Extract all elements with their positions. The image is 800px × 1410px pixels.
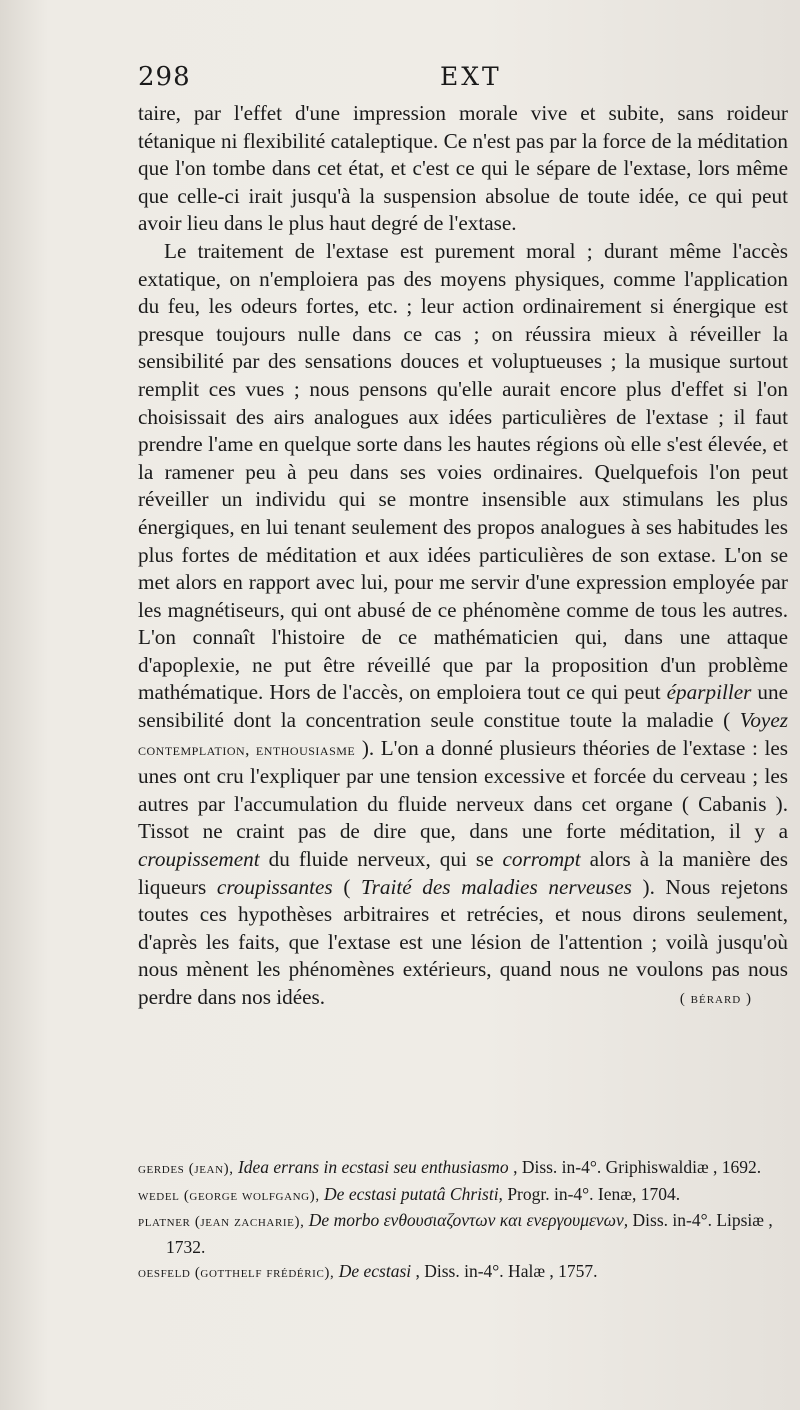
main-text bbox=[138, 100, 788, 1013]
bib-author: gerdes (jean), bbox=[138, 1161, 234, 1177]
bib-details: , Diss. in-4°. Halæ , 1757. bbox=[411, 1261, 598, 1281]
bibliography-entry bbox=[138, 1155, 788, 1182]
bib-author: wedel (george wolfgang), bbox=[138, 1187, 320, 1204]
bib-author: platner (jean zacharie), bbox=[138, 1214, 305, 1230]
italic-term: corrompt bbox=[502, 847, 581, 872]
paragraph-1: taire, par l'effet d'une impression morale vive et subite, sans roideur tétanique ni flexibilité cataleptique. Ce n'est pas par la force de la méditation que l'on tombe dans cet état, et c'est ce qui le sépare de l'extase, lors même que celle-ci irait jusqu'à la suspension absolue de toute idée, ce qui peut avoir lieu dans le plus haut degré de l'extase. bbox=[138, 101, 788, 236]
bib-details: Diss. in-4°. Lipsiæ , 1732. bbox=[166, 1210, 773, 1257]
text-run: Le traitement de l'extase est purement moral ; durant même l'accès extatique, on n'emploiera pas des moyens physiques, comme l'application du feu, les odeurs fortes, etc. ; leur action ordinairement si énergique est presque toujours nulle dans ce cas ; on réussira mieux à réveiller la sensibilité par des sensations douces et voluptueuses ; la musique surtout remplit ces vues ; nous pensons qu'elle aurait encore plus d'effet si l'on choisissait des airs analogues aux idées particulières de l'extase ; il faut prendre l'ame en quelque sorte dans les hautes régions où elle s'est élevée, et la ramener peu à peu dans ses voies ordinaires. Quelquefois l'on peut réveiller un individu qui se montre insensible aux stimulans les plus énergiques, en lui tenant seulement des propos analogues à ses habitudes les plus fortes de méditation et aux idées particulières de son extase. L'on se met alors en rapport avec lui, pour me servir d'une expression employée par les magnétiseurs, qui ont abusé de ce phénomène comme de tous les autres. L'on connaît l'histoire de ce mathématicien qui, dans une attaque d'apoplexie, ne put être réveillé que par la proposition d'un problème mathématique. Hors de l'accès, on emploiera tout ce qui peut bbox=[138, 238, 788, 705]
italic-term: croupissement bbox=[138, 847, 260, 872]
running-head: EXT bbox=[440, 62, 502, 91]
text-run: alors à la manière des liqueurs bbox=[138, 847, 788, 899]
bibliography-entry bbox=[138, 1208, 788, 1259]
text-run: du fluide nerveux, qui se bbox=[259, 847, 503, 872]
bib-title: Idea errans in ecstasi seu enthusiasmo bbox=[233, 1157, 509, 1177]
bib-details: Progr. in-4°. Ienæ, 1704. bbox=[502, 1183, 681, 1204]
bibliography-entry bbox=[138, 1259, 788, 1286]
book-title-reference: Traité des maladies nerveuses bbox=[361, 874, 632, 899]
page-header bbox=[138, 62, 760, 96]
bib-author: oesfeld (gotthelf frédéric), bbox=[138, 1265, 335, 1281]
text-run: ( bbox=[332, 874, 362, 899]
italic-term: éparpiller bbox=[666, 680, 752, 705]
text-run: ). L'on a donné plusieurs théories de l'extase : les unes ont cru l'expliquer par une tension excessive et forcée du cerveau ; les autres par l'accumulation du fluide nerveux dans cet organe ( Cabanis ). Tissot ne craint pas de dire que, dans une forte méditation, il y a bbox=[138, 735, 788, 844]
bib-title: De ecstasi putatâ Christi, bbox=[319, 1183, 503, 1204]
author-signature: ( bérard ) bbox=[679, 990, 752, 1007]
bibliography bbox=[138, 1155, 788, 1286]
bibliography-entry bbox=[138, 1182, 788, 1209]
page-number: 298 bbox=[138, 62, 191, 92]
cross-reference-voyez: Voyez bbox=[739, 708, 788, 733]
text-run: ). Nous rejetons toutes ces hypothèses arbitraires et retrécies, et nous dirons seulement, d'après les faits, que l'extase est une lésion de l'attention ; voilà jusqu'où nous mènent les phénomènes extérieurs, quand nous ne voulons pas nous perdre dans nos idées. bbox=[138, 874, 789, 1009]
bib-title: De morbo ενθουσιαζοντων και ενεργουμενων, bbox=[304, 1210, 629, 1230]
paragraph-2 bbox=[138, 238, 788, 1012]
text-run: une sensibilité dont la concentration seule constitue toute la maladie ( bbox=[138, 680, 789, 733]
bib-title: De ecstasi bbox=[334, 1261, 412, 1281]
bib-details: , Diss. in-4°. Griphiswaldiæ , 1692. bbox=[508, 1157, 762, 1177]
italic-term: croupissantes bbox=[216, 874, 333, 899]
cross-reference-terms: contemplation, enthousiasme bbox=[138, 739, 356, 759]
